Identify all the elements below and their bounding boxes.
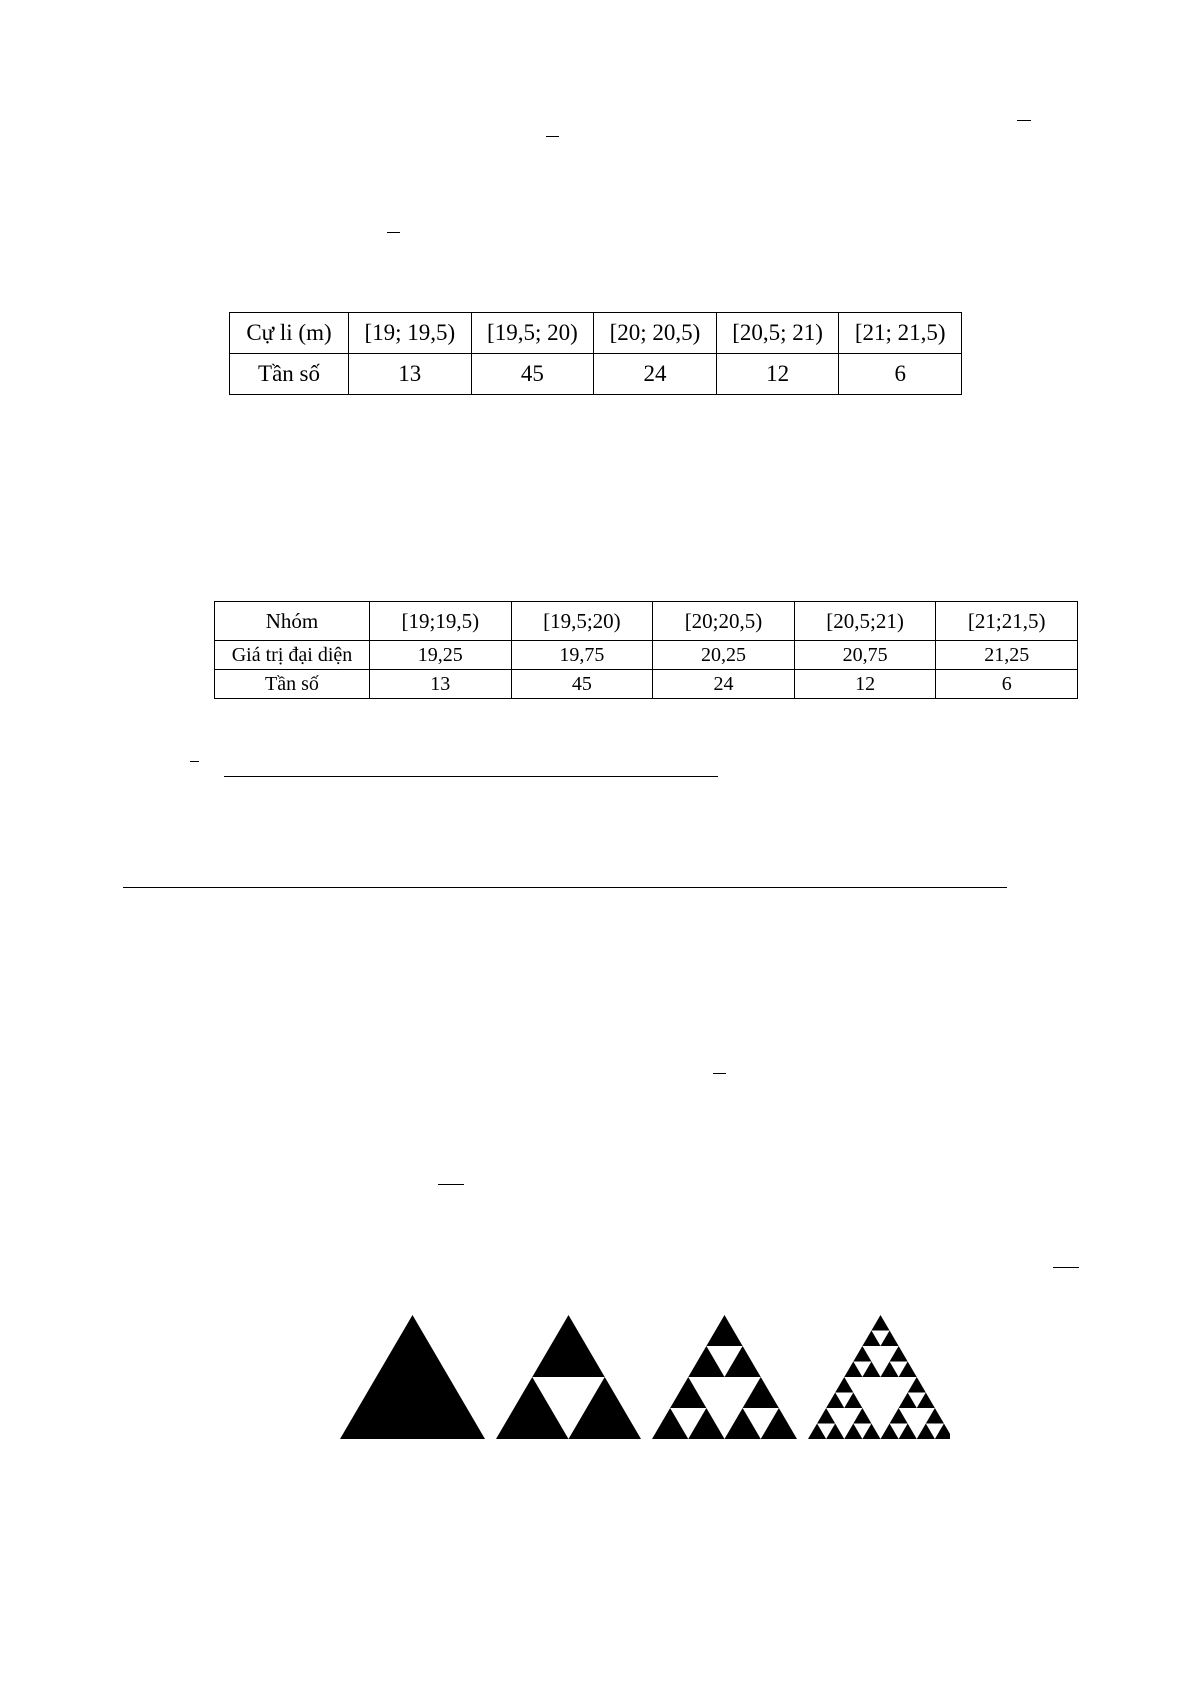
table-cell: [20,5; 21) (716, 313, 839, 354)
table-cell: 45 (511, 670, 653, 699)
triangle-piece (688, 1346, 724, 1377)
triangle-piece (899, 1362, 917, 1378)
table-cell: [20;20,5) (653, 602, 795, 641)
table-cell: [19,5; 20) (471, 313, 594, 354)
table-cell: 6 (936, 670, 1078, 699)
triangle-piece (569, 1377, 642, 1439)
row-header: Tần số (215, 670, 370, 699)
distance-frequency-table (229, 312, 962, 395)
triangle-piece (725, 1346, 761, 1377)
table-cell: [19,5;20) (511, 602, 653, 641)
triangle-piece (808, 1424, 826, 1440)
table-cell: 45 (471, 354, 594, 395)
table-cell: [19; 19,5) (349, 313, 472, 354)
triangle-piece (853, 1408, 871, 1424)
triangle-piece (670, 1377, 706, 1408)
table-cell: 20,75 (794, 641, 936, 670)
triangle-piece (706, 1315, 742, 1346)
triangle-piece (862, 1424, 880, 1440)
triangle-piece (844, 1362, 862, 1378)
row-header: Tần số (230, 354, 349, 395)
triangle-piece (908, 1377, 926, 1393)
triangle-piece (743, 1377, 779, 1408)
triangle-piece (532, 1315, 605, 1377)
triangle-piece (899, 1424, 917, 1440)
triangle-piece (853, 1346, 871, 1362)
overline-mark-7 (1053, 1267, 1079, 1268)
triangle-piece (688, 1408, 724, 1439)
row-header: Giá trị đại diện (215, 641, 370, 670)
triangle-piece (871, 1315, 889, 1331)
table-cell: [21;21,5) (936, 602, 1078, 641)
table-cell: [20; 20,5) (594, 313, 717, 354)
triangle-piece (926, 1408, 944, 1424)
triangle-piece (862, 1331, 880, 1347)
overline-mark-1 (1017, 120, 1031, 121)
table-cell: 6 (839, 354, 962, 395)
table-row (230, 354, 962, 395)
table-row (230, 313, 962, 354)
table-cell: 13 (349, 354, 472, 395)
table-cell: [19;19,5) (370, 602, 512, 641)
table-row (215, 670, 1078, 699)
triangle-piece (844, 1393, 862, 1409)
table-cell: 12 (716, 354, 839, 395)
table-cell: 19,75 (511, 641, 653, 670)
table-cell: 24 (653, 670, 795, 699)
triangle-piece (890, 1408, 908, 1424)
sierpinski-stage-1 (496, 1315, 641, 1439)
triangle-piece (917, 1424, 935, 1440)
triangle-piece (652, 1408, 688, 1439)
triangle-piece (340, 1315, 485, 1439)
table-cell: 13 (370, 670, 512, 699)
triangle-piece (899, 1393, 917, 1409)
table-cell: 12 (794, 670, 936, 699)
row-header: Nhóm (215, 602, 370, 641)
triangle-piece (890, 1346, 908, 1362)
table-cell: [21; 21,5) (839, 313, 962, 354)
triangle-piece (881, 1331, 899, 1347)
row-header: Cự li (m) (230, 313, 349, 354)
table-cell: [20,5;21) (794, 602, 936, 641)
table-cell: 21,25 (936, 641, 1078, 670)
table-cell: 24 (594, 354, 717, 395)
horizontal-rule (123, 887, 1007, 888)
triangle-piece (761, 1408, 797, 1439)
table-cell: 19,25 (370, 641, 512, 670)
triangle-piece (881, 1424, 899, 1440)
sierpinski-triangle-figure (330, 1310, 950, 1445)
sierpinski-stage-2 (652, 1315, 797, 1439)
table-row (215, 602, 1078, 641)
triangle-piece (935, 1424, 950, 1440)
triangle-piece (844, 1424, 862, 1440)
triangle-piece (496, 1377, 569, 1439)
sierpinski-stage-0 (340, 1315, 485, 1439)
triangle-piece (725, 1408, 761, 1439)
overline-mark-2 (546, 136, 559, 137)
grouped-data-table (214, 601, 1078, 699)
table-row (215, 641, 1078, 670)
triangle-piece (826, 1424, 844, 1440)
overline-mark-3 (387, 232, 400, 233)
fraction-bar (224, 776, 718, 777)
triangle-piece (826, 1393, 844, 1409)
sierpinski-stage-3 (808, 1315, 950, 1439)
triangle-piece (881, 1362, 899, 1378)
overline-mark-6 (438, 1184, 464, 1185)
overline-mark-5 (713, 1073, 726, 1074)
triangle-piece (817, 1408, 835, 1424)
overline-mark-4 (190, 761, 199, 762)
triangle-piece (835, 1377, 853, 1393)
triangle-piece (917, 1393, 935, 1409)
table-cell: 20,25 (653, 641, 795, 670)
triangle-piece (862, 1362, 880, 1378)
